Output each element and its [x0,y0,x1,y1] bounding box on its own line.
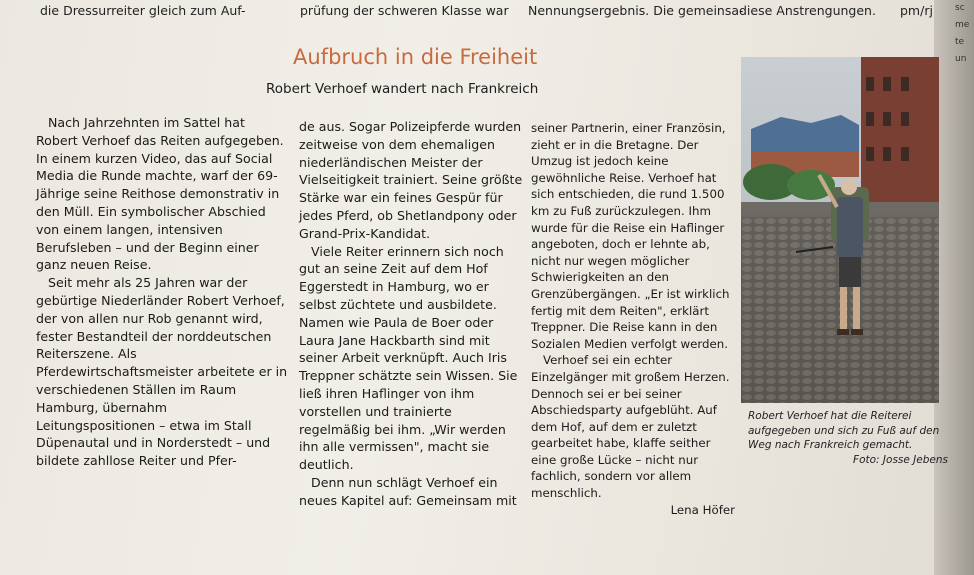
article-column-3 [531,120,739,518]
article-headline: Aufbruch in die Freiheit [293,45,538,69]
previous-article-line-2: prüfung der schweren Klasse war [300,3,509,18]
paragraph: Denn nun schlägt Verhoef ein neues Kapitel auf: Gemeinsam mit [299,474,517,508]
article-column-1 [36,114,290,470]
paragraph: Nach Jahrzehnten im Sattel hat Robert Verhoef das Reiten aufgegeben. In einem kurzen Video, das auf Social Media die Runde machte, warf der 69-Jährige seine Reithose demonstrativ in den Müll. Ein symbolischer Abschied von einem langen, intensiven Berufsleben – und der Beginn einer ganz neuen Reise. [36,115,284,273]
paragraph: seiner Partnerin, einer Französin, zieht er in die Bretagne. Der Umzug ist jedoch keine gewöhnliche Reise. Verhoef hat sich entschieden, die rund 1.500 km zu Fuß zurückzulegen. Ihm wurde für die Reise ein Haflinger angeboten, doch er lehnte ab, nicht nur wegen möglicher Schwierigkeiten an den Grenzübergängen. „Er ist wirklich fertig mit dem Reiten", erklärt Treppner. Die Reise kann in den Sozialen Medien verfolgt werden. [531,121,730,351]
photo-credit: Foto: Josse Jebens [853,453,948,466]
article-author: Lena Höfer [670,502,735,517]
fragment-line: sc [955,3,965,13]
caption-text: Robert Verhoef hat die Reiterei aufgegeben und sich zu Fuß auf den Weg nach Frankreich gemacht. [748,410,940,451]
fragment-line: me [955,20,970,30]
article-column-2 [299,118,523,510]
paragraph: de aus. Sogar Polizeipferde wurden zeitweise von dem ehemaligen niederländischen Meister der Vielseitigkeit trainiert. Seine größte Stärke war ein feines Gespür für jedes Pferd, ob Shetlandpony oder Grand-Prix-Kandidat. [299,119,523,241]
previous-article-line-1: die Dressurreiter gleich zum Auf- [40,3,246,18]
paragraph: Seit mehr als 25 Jahren war der gebürtige Niederländer Robert Verhoef, der von allen nur Rob genannt wird, fester Bestandteil der norddeutschen Reiterszene. Als Pferdewirtschaftsmeister arbeitete er in verschiedenen Ställen im Raum Hamburg, übernahm Leitungspositionen – etwa im Stall Düpenautal und in Norderstedt – und bildete zahllose Reiter und Pfer- [36,275,288,469]
article-photo [741,57,939,403]
photo-caption [748,409,948,467]
photo-illustration [741,57,939,403]
previous-article-line-4: diese Anstrengungen. [739,3,876,18]
previous-article-line-3: Nennungsergebnis. Die gemeinsa- [528,3,744,18]
adjacent-column-fragment [955,0,974,140]
previous-article-author: pm/rj [900,3,933,18]
fragment-line: te [955,37,965,47]
paragraph: Viele Reiter erinnern sich noch gut an seine Zeit auf dem Hof Eggerstedt in Hamburg, wo er selbst züchtete und ausbildete. Namen wie Paula de Boer oder Laura Jane Hackbarth sind mit seiner Arbeit verknüpft. Auch Iris Treppner schätzte sein Wissen. Sie ließ ihren Haflinger von ihm vorstellen und trainierte regelmäßig bei ihm. „Wir werden ihn alle vermissen", macht sie deutlich. [299,243,518,473]
article-subheadline: Robert Verhoef wandert nach Frankreich [266,81,539,97]
paragraph: Verhoef sei ein echter Einzelgänger mit großem Herzen. Dennoch sei er bei seiner Abschiedsparty aufgeblüht. Auf dem Hof, auf dem er zuletzt gearbeitet habe, klaffe seither eine große Lücke – nicht nur fachlich, sondern vor allem menschlich. [531,353,730,501]
fragment-line: un [955,54,967,64]
